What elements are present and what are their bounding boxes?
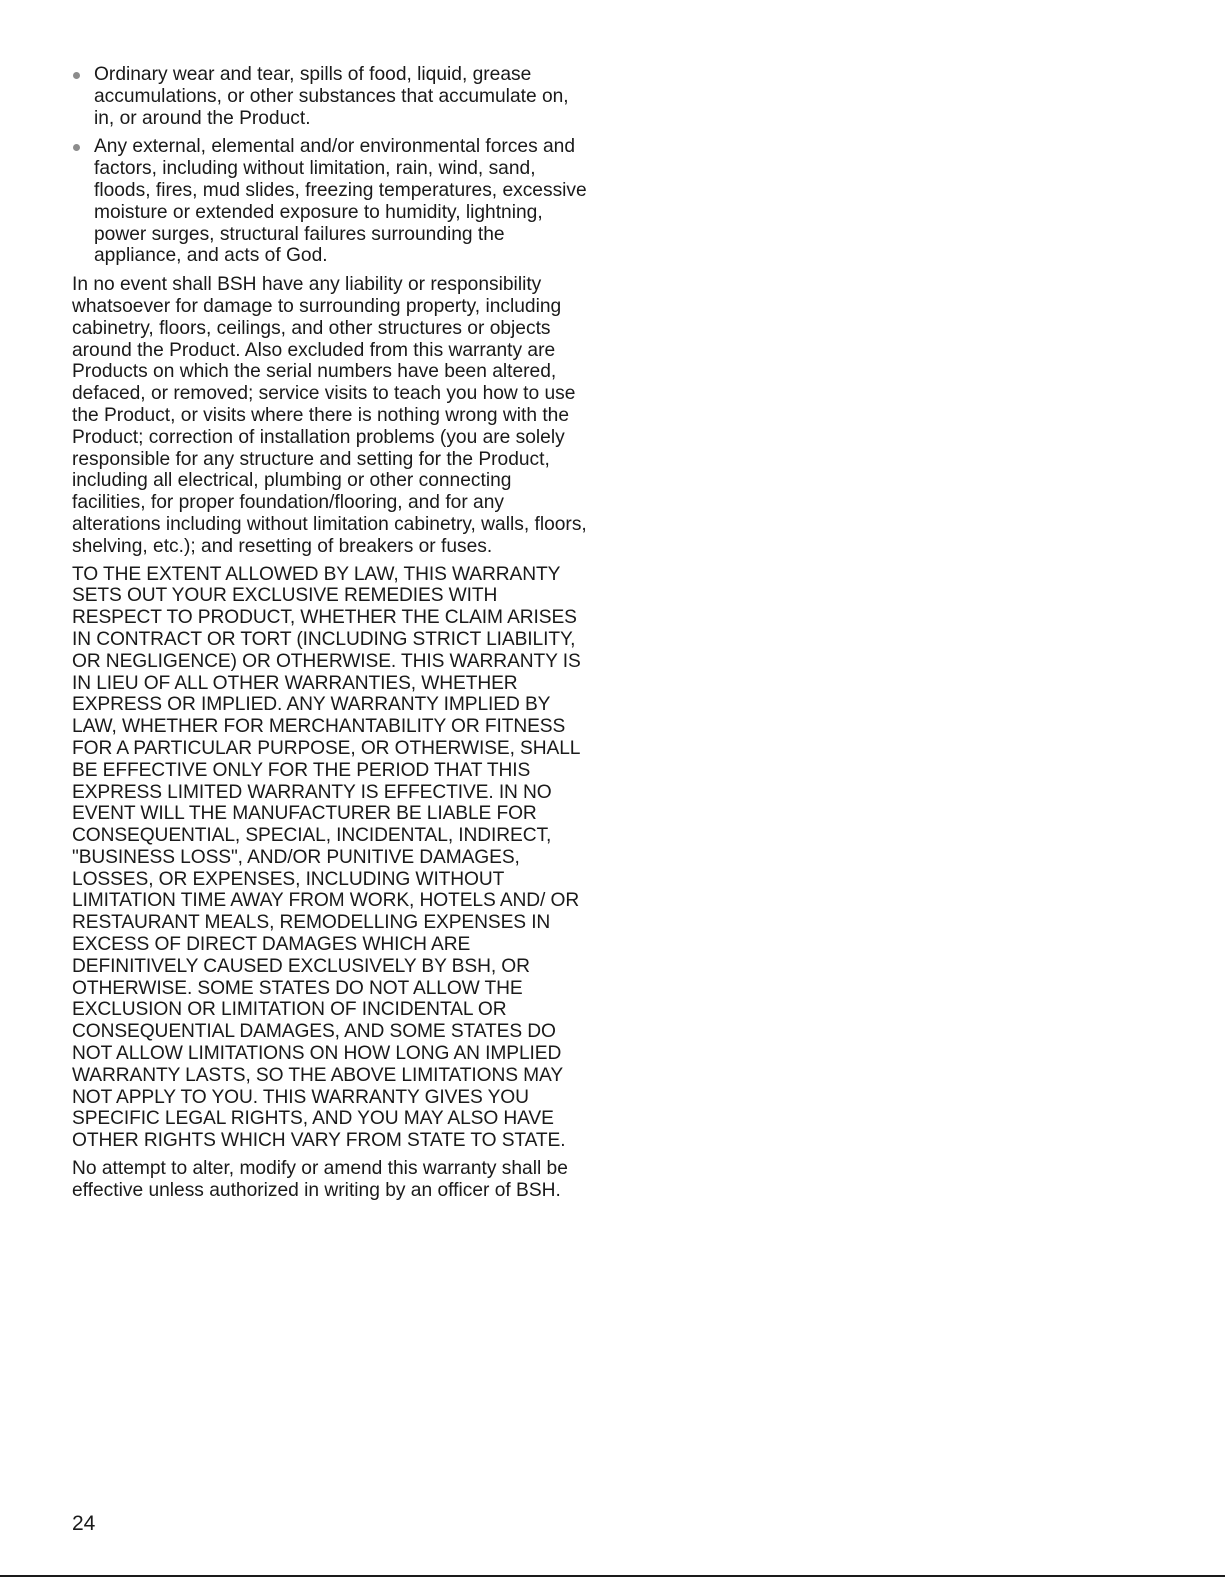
bullet-text: Ordinary wear and tear, spills of food, liquid, grease accumulations, or other substances that accumulate on, in, or around the Product. [94, 64, 569, 129]
liability-paragraph: In no event shall BSH have any liability or responsibility whatsoever for damage to surrounding property, including cabinetry, floors, ceilings, and other structures or objects around the Product. Also excluded from this warranty are Products on which the serial numbers have been altered, defaced, or removed; service visits to teach you how to use the Product, or visits where there is nothing wrong with the Product; correction of installation problems (you are solely responsible for any structure and setting for the Product, including all electrical, plumbing or other connecting facilities, for proper foundation/flooring, and for any alterations including without limitation cabinetry, walls, floors, shelving, etc.); and resetting of breakers or fuses. [72, 274, 587, 557]
text-column [72, 64, 590, 1208]
bullet-icon [73, 72, 80, 79]
remedies-paragraph: TO THE EXTENT ALLOWED BY LAW, THIS WARRANTY SETS OUT YOUR EXCLUSIVE REMEDIES WITH RESPECT TO PRODUCT, WHETHER THE CLAIM ARISES IN CONTRACT OR TORT (INCLUDING STRICT LIABILITY, OR NEGLIGENCE) OR OTHERWISE. THIS WARRANTY IS IN LIEU OF ALL OTHER WARRANTIES, WHETHER EXPRESS OR IMPLIED. ANY WARRANTY IMPLIED BY LAW, WHETHER FOR MERCHANTABILITY OR FITNESS FOR A PARTICULAR PURPOSE, OR OTHERWISE, SHALL BE EFFECTIVE ONLY FOR THE PERIOD THAT THIS EXPRESS LIMITED WARRANTY IS EFFECTIVE. IN NO EVENT WILL THE MANUFACTURER BE LIABLE FOR CONSEQUENTIAL, SPECIAL, INCIDENTAL, INDIRECT, "BUSINESS LOSS", AND/OR PUNITIVE DAMAGES, LOSSES, OR EXPENSES, INCLUDING WITHOUT LIMITATION TIME AWAY FROM WORK, HOTELS AND/ OR RESTAURANT MEALS, REMODELLING EXPENSES IN EXCESS OF DIRECT DAMAGES WHICH ARE DEFINITIVELY CAUSED EXCLUSIVELY BY BSH, OR OTHERWISE. SOME STATES DO NOT ALLOW THE EXCLUSION OR LIMITATION OF INCIDENTAL OR CONSEQUENTIAL DAMAGES, AND SOME STATES DO NOT ALLOW LIMITATIONS ON HOW LONG AN IMPLIED WARRANTY LASTS, SO THE ABOVE LIMITATIONS MAY NOT APPLY TO YOU. THIS WARRANTY GIVES YOU SPECIFIC LEGAL RIGHTS, AND YOU MAY ALSO HAVE OTHER RIGHTS WHICH VARY FROM STATE TO STATE. [72, 563, 581, 1152]
list-item [72, 136, 590, 267]
exclusion-bullet-list [72, 64, 590, 267]
page-number: 24 [72, 1512, 96, 1535]
amendment-paragraph: No attempt to alter, modify or amend this warranty shall be effective unless authorized in writing by an officer of BSH. [72, 1158, 568, 1201]
bottom-divider [0, 1575, 1225, 1577]
list-item [72, 64, 590, 129]
bullet-icon [73, 144, 80, 151]
bullet-text: Any external, elemental and/or environmental forces and factors, including without limitation, rain, wind, sand, floods, fires, mud slides, freezing temperatures, excessive moisture or extended exposure to humidity, lightning, power surges, structural failures surrounding the appliance, and acts of God. [94, 136, 587, 267]
